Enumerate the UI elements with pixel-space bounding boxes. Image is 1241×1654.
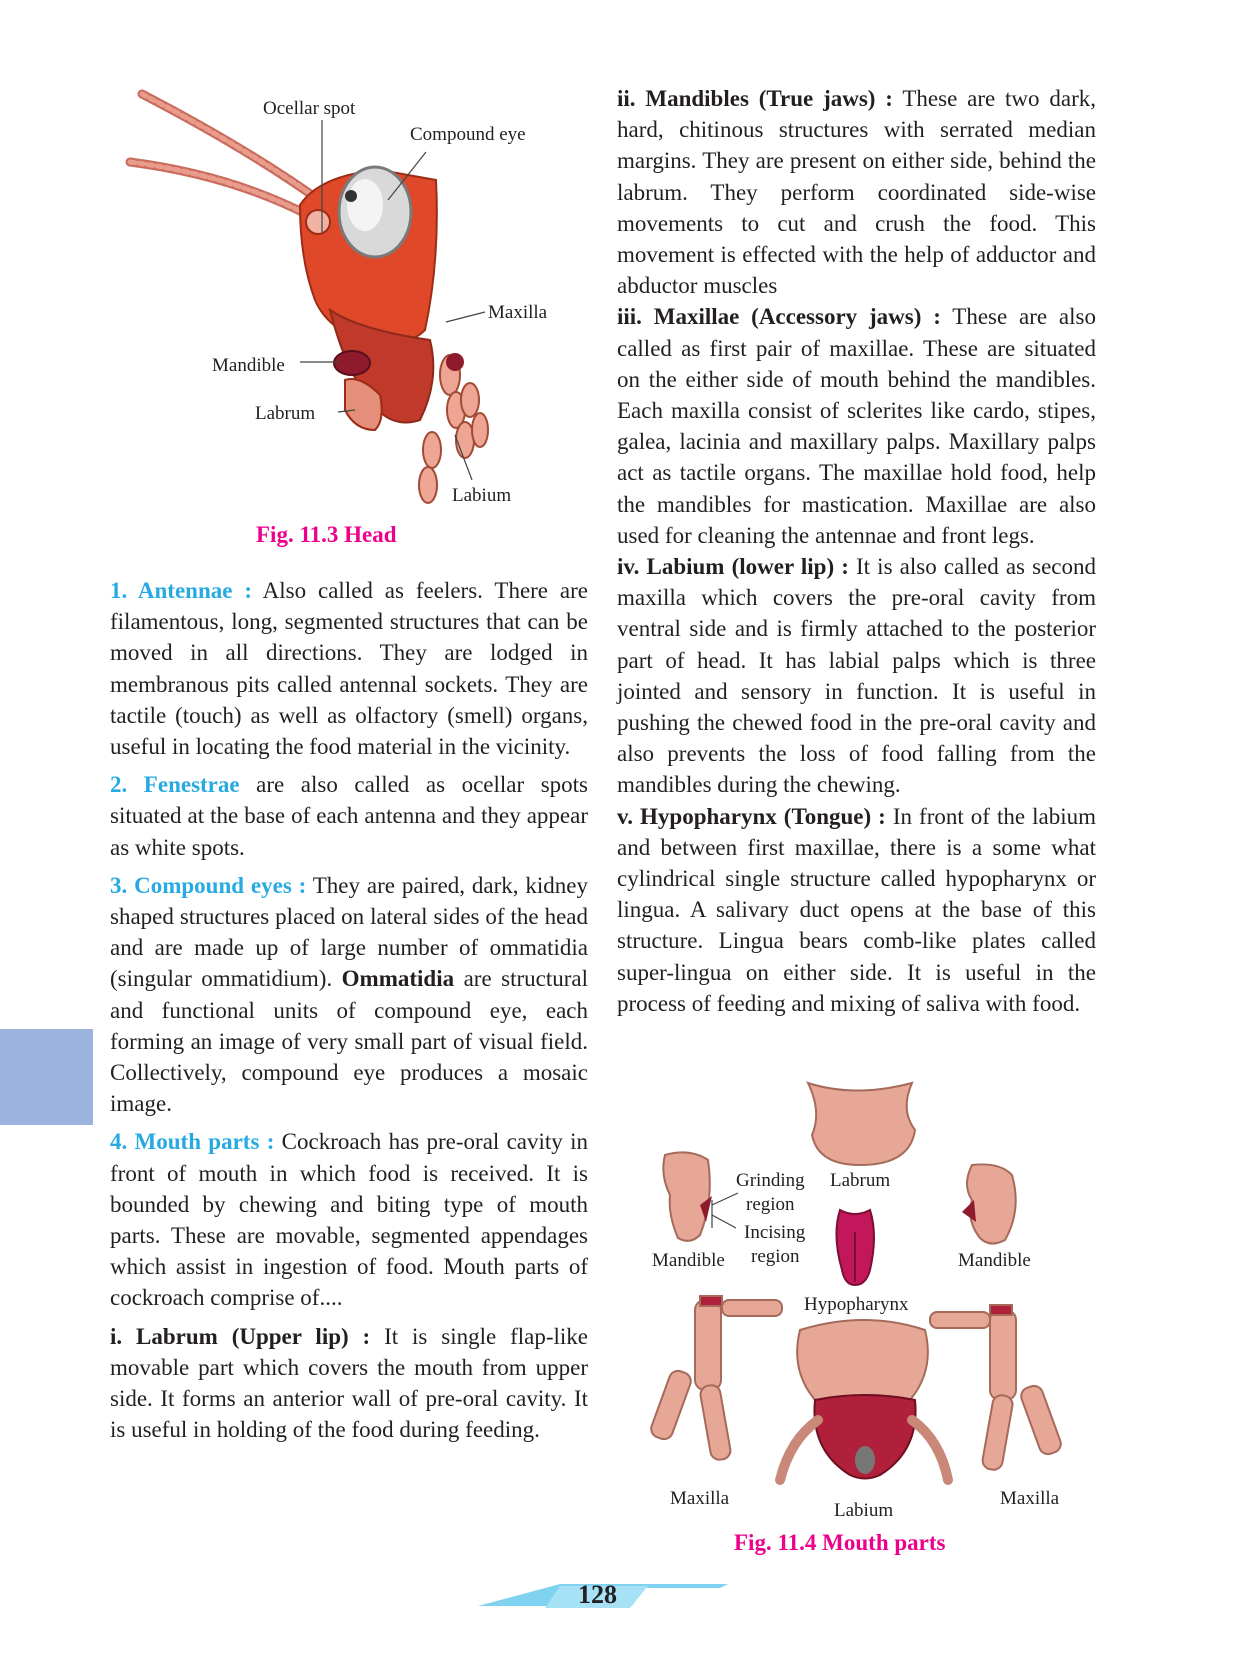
paragraph-maxillae: iii. Maxillae (Accessory jaws) : These are also called as first pair of maxillae. These are situated on the either side of mouth behind the mandibles. Each maxilla consist of sclerites like cardo, stipes, galea, lacinia and maxillary palps. Maxillary palps act as tactile organs. The maxillae hold food, help the mandibles for mastication. Maxillae are also used for cleaning the antennae and front legs.: [617, 304, 1096, 548]
label-grinding-region: region: [746, 1194, 795, 1215]
label-labium-2: Labium: [834, 1500, 894, 1521]
paragraph-mandibles: ii. Mandibles (True jaws) : These are two dark, hard, chitinous structures with serrated median margins. They are present on either side, behind the labrum. They perform coordinated side-wise movements to cut and crush the food. This movement is effected with the help of adductor and abductor muscles: [617, 86, 1096, 299]
label-maxilla: Maxilla: [488, 302, 548, 323]
label-mandible-left: Mandible: [652, 1250, 725, 1271]
page-number: 128: [578, 1580, 617, 1609]
label-incising: Incising: [744, 1222, 806, 1243]
paragraph-hypopharynx: v. Hypopharynx (Tongue) : In front of the labium and between first maxillae, there is a some what cylindrical single structure called hypopharynx or lingua. A salivary duct opens at the base of this structure. Lingua bears comb-like plates called super-lingua on either side. It is useful in the process of feeding and mixing of saliva with food.: [617, 803, 1096, 1016]
label-mandible: Mandible: [212, 355, 285, 376]
label-labium: Labium: [452, 485, 512, 506]
label-mandible-right: Mandible: [958, 1250, 1031, 1271]
paragraph-labrum: i. Labrum (Upper lip) : It is single flap-like movable part which covers the mouth from upper side. It forms an anterior wall of pre-oral cavity. It is useful in holding of the food during feeding.: [110, 1323, 588, 1443]
label-hypopharynx: Hypopharynx: [804, 1294, 909, 1315]
label-maxilla-left: Maxilla: [670, 1488, 730, 1509]
label-labrum-2: Labrum: [830, 1170, 891, 1191]
label-incising-region: region: [751, 1246, 800, 1267]
label-maxilla-right: Maxilla: [1000, 1488, 1060, 1509]
figure-caption-mouth-parts: Fig. 11.4 Mouth parts: [734, 1530, 946, 1555]
paragraph-mouth-parts: 4. Mouth parts : Cockroach has pre-oral cavity in front of mouth in which food is received. It is bounded by chewing and biting type of mouth parts. These are movable, segmented appendages which assist in ingestion of food. Mouth parts of cockroach comprise of....: [110, 1129, 588, 1311]
paragraph-fenestrae: 2. Fenestrae are also called as ocellar spots situated at the base of each antenna and they appear as white spots.: [110, 772, 588, 860]
label-grinding: Grinding: [736, 1170, 805, 1191]
label-labrum: Labrum: [255, 403, 316, 424]
paragraph-labium: iv. Labium (lower lip) : It is also called as second maxilla which covers the pre-oral cavity from ventral side and is firmly attached to the posterior part of head. It has labial palps which is three jointed and sensory in function. It is useful in pushing the chewed food in the pre-oral cavity and also prevents the loss of food falling from the mandibles during the chewing.: [617, 554, 1096, 798]
paragraph-antennae: 1. Antennae : Also called as feelers. There are filamentous, long, segmented structures that can be moved in all directions. They are lodged in membranous pits called antennal sockets. They are tactile (touch) as well as olfactory (smell) organs, useful in locating the food material in the vicinity.: [110, 578, 588, 760]
paragraph-compound-eyes: 3. Compound eyes : They are paired, dark, kidney shaped structures placed on lateral sides of the head and are made up of large number of ommatidia (singular ommatidium). Ommatidia are structural and functional units of compound eye, each forming an image of very small part of visual field. Collectively, compound eye produces a mosaic image.: [110, 872, 589, 1117]
figure-caption-head: Fig. 11.3 Head: [256, 522, 397, 547]
label-ocellar-spot: Ocellar spot: [263, 98, 356, 119]
label-compound-eye: Compound eye: [410, 124, 526, 145]
